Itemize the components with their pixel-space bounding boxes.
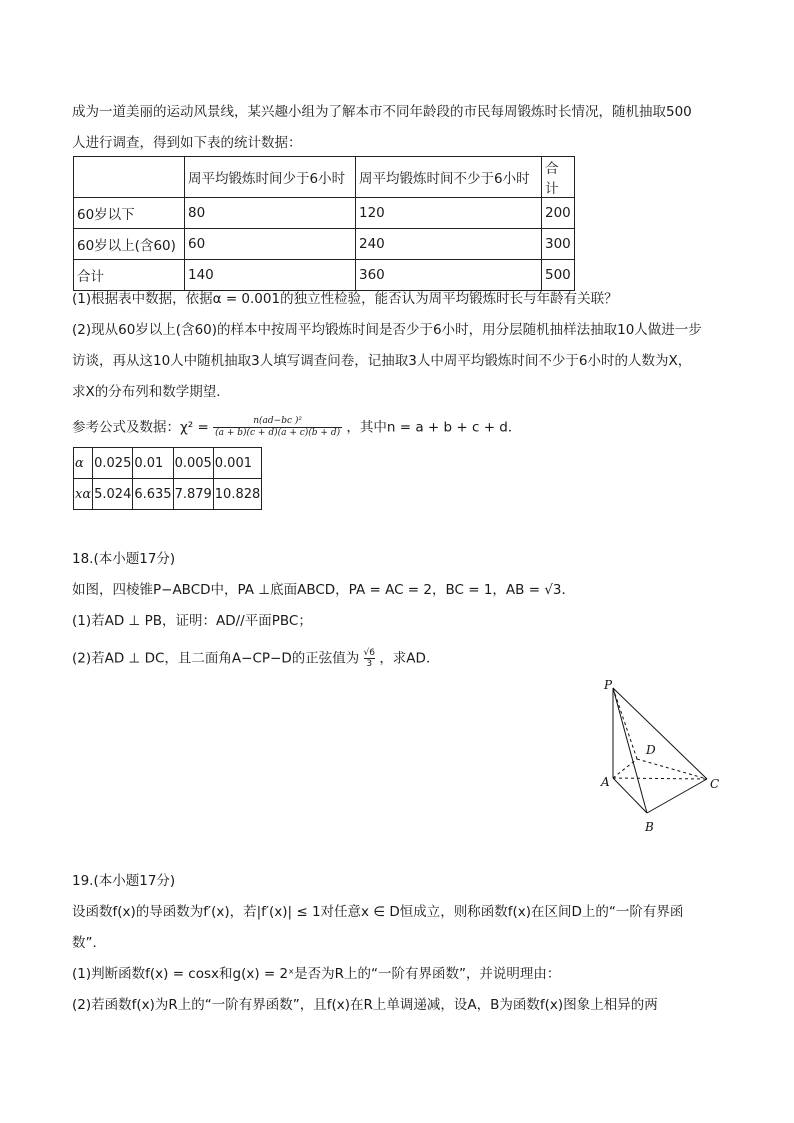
sine-fraction [364,648,375,669]
q18-statement: 如图，四棱锥P−ABCD中，PA ⊥底面ABCD，PA = AC = 2，BC = 1，AB = √3． [72,582,576,598]
table-cell: 120 [356,198,542,229]
table-cell: 合计 [74,260,185,291]
q17-part-2-line-1: (2)现从60岁以上(含60)的样本中按周平均锻炼时间是否少于6小时，用分层随机抽样法抽取10人做进一步 [72,322,702,338]
edge-AC [613,778,707,779]
table-cell: 200 [542,198,575,229]
sine-fraction-numerator: √6 [363,648,376,658]
edge-PD [613,688,637,759]
label-A: A [601,775,610,789]
edge-PC [613,688,707,779]
table-row [74,198,575,229]
q19-part-2: (2)若函数f(x)为R上的“一阶有界函数”，且f(x)在R上单调递减，设A，B为函数f(x)图象上相异的两 [72,997,658,1013]
table-row [74,260,575,291]
intro-line-1: 成为一道美丽的运动风景线，某兴趣小组为了解本市不同年龄段的市民每周锻炼时长情况，随机抽取500 [72,104,692,120]
q19-definition-line-2: 数”． [72,935,106,951]
table-cell [74,157,185,198]
edge-BC [647,779,707,813]
label-C: C [710,777,720,791]
table-cell: 7.879 [173,479,213,510]
table-cell: xα [74,479,93,510]
label-B: B [645,820,654,834]
table-cell: 周平均锻炼时间不少于6小时 [356,157,542,198]
formula-suffix: ，其中n = a + b + c + d． [346,419,522,436]
formula-denominator: (a + b)(c + d)(a + c)(b + d) [215,428,341,438]
table-cell: 10.828 [213,479,262,510]
table-cell: 合计 [542,157,575,198]
edge-PB [613,688,647,813]
q18-part-2 [72,648,439,669]
table-row [74,157,575,198]
q18-part-2-prefix: (2)若AD ⊥ DC，且二面角A−CP−D的正弦值为 [72,650,360,667]
table-row [74,479,262,510]
table-cell: 60 [185,229,356,260]
edge-AD [613,759,637,778]
table-row [74,229,575,260]
formula-fraction [213,416,342,439]
label-P: P [604,678,613,692]
intro-line-2: 人进行调查，得到如下表的统计数据： [72,135,302,151]
table-cell: 0.01 [133,448,173,479]
q19-header: 19.(本小题17分) [72,873,176,889]
formula-prefix: 参考公式及数据：χ² = [72,419,209,436]
table-cell: 6.635 [133,479,173,510]
table-cell: 5.024 [93,479,133,510]
table-cell: 0.025 [93,448,133,479]
q18-header: 18.(本小题17分) [72,551,176,567]
stats-table [73,156,575,291]
table-cell: α [74,448,93,479]
table-cell: 80 [185,198,356,229]
table-cell: 500 [542,260,575,291]
table-cell: 360 [356,260,542,291]
q18-part-1: (1)若AD ⊥ PB，证明：AD//平面PBC； [72,613,312,629]
pyramid-figure [595,676,735,838]
label-D: D [646,743,656,757]
table-cell: 60岁以下 [74,198,185,229]
table-cell: 0.005 [173,448,213,479]
table-cell: 240 [356,229,542,260]
q17-part-1: (1)根据表中数据，依据α = 0.001的独立性检验，能否认为周平均锻炼时长与年龄有关联？ [72,291,618,307]
table-cell: 300 [542,229,575,260]
q19-definition-line-1: 设函数f(x)的导函数为f′(x)，若|f′(x)| ≤ 1对任意x ∈ D恒成立，则称函数f(x)在区间D上的“一阶有界函 [72,904,684,920]
table-cell: 周平均锻炼时间少于6小时 [185,157,356,198]
q17-part-2-line-2: 访谈，再从这10人中随机抽取3人填写调查问卷，记抽取3人中周平均锻炼时间不少于6小时的人数为X， [72,353,692,369]
q17-part-2-line-3: 求X的分布列和数学期望． [72,384,230,400]
sine-fraction-denominator: 3 [366,659,373,669]
formula-numerator: n(ad−bc )² [213,416,342,428]
table-cell: 0.001 [213,448,262,479]
q18-part-2-suffix: ，求AD． [379,650,440,667]
q19-part-1: (1)判断函数f(x) = cosx和g(x) = 2ˣ是否为R上的“一阶有界函数”，并说明理由： [72,966,561,982]
table-cell: 60岁以上(含60) [74,229,185,260]
table-cell: 140 [185,260,356,291]
reference-formula [72,416,521,439]
table-row [74,448,262,479]
reference-table [73,447,262,510]
